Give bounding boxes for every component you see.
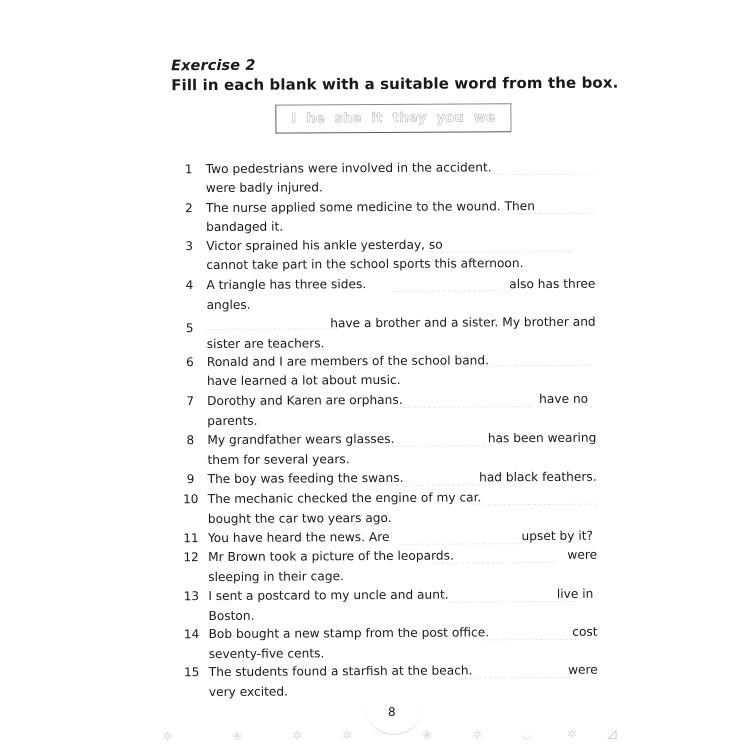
item-line-1-right: cost <box>572 624 598 639</box>
item-line-1: A triangle has three sides. <box>206 277 367 293</box>
item-number: 6 <box>186 355 194 370</box>
item-line-2: Boston. <box>208 608 255 624</box>
exercise-title: Exercise 2 <box>171 57 256 75</box>
word-option: she <box>334 111 362 127</box>
item-number: 14 <box>183 627 200 642</box>
item-number: 9 <box>186 472 195 487</box>
item-line-2: bought the car two years ago. <box>207 510 392 527</box>
word-option: I <box>291 111 297 127</box>
decoration-icon: ✲ <box>162 729 173 744</box>
item-line-2: very excited. <box>208 684 289 700</box>
answer-blank[interactable] <box>473 504 597 506</box>
answer-blank[interactable] <box>398 406 530 408</box>
item-number: 13 <box>183 589 200 604</box>
decoration-icon: ✲ <box>342 728 353 743</box>
item-line-1-right: also has three <box>509 276 596 292</box>
answer-blank[interactable] <box>482 639 578 641</box>
exercise-item <box>179 158 599 196</box>
word-option: it <box>371 110 383 127</box>
item-line-1-right: has been wearing <box>487 430 597 446</box>
item-line-1: Mr Brown took a picture of the leopards. <box>208 548 454 565</box>
item-line-1-right: were <box>568 662 598 677</box>
item-number: 12 <box>183 550 199 565</box>
decoration-icon: ✲ <box>567 726 578 741</box>
answer-blank[interactable] <box>464 677 572 679</box>
word-box <box>275 103 511 133</box>
word-option: you <box>436 110 465 126</box>
answer-blank[interactable] <box>391 484 491 486</box>
item-number: 1 <box>184 162 193 177</box>
word-option: he <box>306 111 326 127</box>
item-line-1: Two pedestrians were involved in the accident. <box>205 160 492 177</box>
item-line-2: parents. <box>207 413 258 429</box>
item-line-2: have learned a lot about music. <box>206 372 401 389</box>
item-number: 7 <box>186 394 194 409</box>
item-line-1: You have heard the news. Are <box>207 529 390 546</box>
item-line-2: were badly injured. <box>205 180 323 196</box>
item-line-1: Victor sprained his ankle yesterday, so <box>206 237 443 254</box>
decoration-icon: ✲ <box>472 727 483 742</box>
item-number: 5 <box>185 321 194 336</box>
item-line-2: angles. <box>206 297 251 313</box>
item-number: 4 <box>185 278 194 293</box>
item-line-2: bandaged it. <box>206 219 284 235</box>
decoration-icon: ❀ <box>422 727 433 742</box>
item-line-1: Bob bought a new stamp from the post office. <box>208 625 490 642</box>
item-line-2: them for several years. <box>207 452 350 468</box>
item-line-1: The nurse applied some medicine to the wound. Then <box>205 199 535 216</box>
answer-blank[interactable] <box>470 365 592 367</box>
item-line-1: Dorothy and Karen are orphans. <box>207 392 403 409</box>
answer-blank[interactable] <box>207 328 337 330</box>
item-number: 10 <box>183 492 199 507</box>
item-number: 3 <box>185 239 194 254</box>
item-number: 8 <box>186 433 195 448</box>
page-number: 8 <box>387 704 396 719</box>
item-line-1: I sent a postcard to my uncle and aunt. <box>208 587 449 604</box>
item-line-1: The boy was feeding the swans. <box>207 470 404 487</box>
decoration-icon: ◿ <box>607 726 617 741</box>
item-line-1: The mechanic checked the engine of my car. <box>207 490 482 507</box>
answer-blank[interactable] <box>386 445 490 447</box>
exercise-instruction: Fill in each blank with a suitable word from the box. <box>171 73 619 95</box>
item-line-1: The students found a starfish at the beach. <box>208 663 473 680</box>
item-number: 11 <box>183 531 199 546</box>
item-line-1: Ronald and I are members of the school band. <box>206 353 490 370</box>
item-line-1-right: upset by it? <box>521 528 593 544</box>
item-line-1-right: have no <box>539 391 589 407</box>
answer-blank[interactable] <box>391 290 511 292</box>
item-line-1-right: live in <box>556 586 594 601</box>
decoration-icon: ◡ <box>522 727 533 742</box>
decoration-icon: ❀ <box>232 728 243 743</box>
item-line-1-right: have a brother and a sister. My brother and <box>330 314 596 331</box>
decoration-icon: ✲ <box>292 728 303 743</box>
answer-blank[interactable] <box>431 562 555 564</box>
item-line-1-right: were <box>567 547 598 562</box>
item-number: 15 <box>184 665 200 680</box>
answer-blank[interactable] <box>519 213 595 214</box>
answer-blank[interactable] <box>431 251 571 253</box>
word-option: we <box>473 110 496 126</box>
item-line-2: cannot take part in the school sports this afternoon. <box>206 256 524 273</box>
item-line-1: My grandfather wears glasses. <box>207 431 395 448</box>
answer-blank[interactable] <box>497 174 593 176</box>
item-number: 2 <box>185 201 193 216</box>
item-line-1-right: had black feathers. <box>479 469 597 485</box>
item-line-2: seventy-five cents. <box>208 646 325 662</box>
answer-blank[interactable] <box>401 543 521 545</box>
item-line-2: sister are teachers. <box>206 336 325 352</box>
item-line-2: sleeping in their cage. <box>208 569 344 585</box>
word-option: they <box>392 110 427 126</box>
